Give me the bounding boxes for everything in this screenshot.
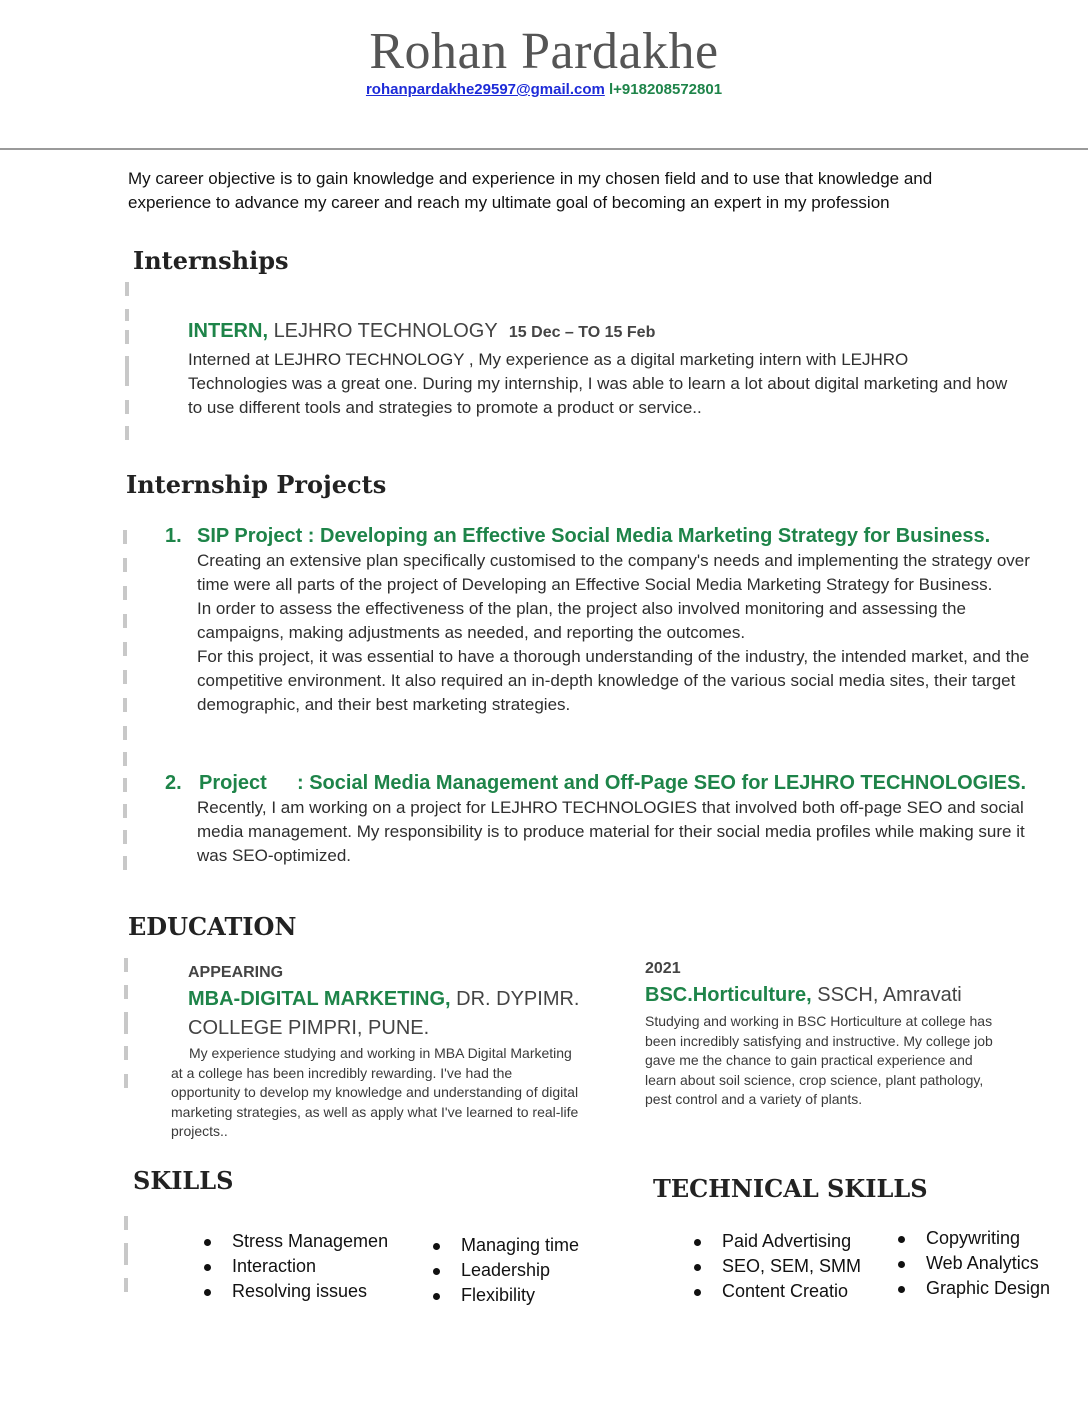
project-paragraph: In order to assess the effectiveness of the plan, the project also involved monitoring and assessing the campaigns, making adjustments as needed, and reporting the outcomes. [197, 599, 966, 642]
internship-entry [188, 318, 1008, 420]
skill-item: Leadership [430, 1258, 630, 1283]
projects-dash-marker [123, 530, 129, 875]
internships-dash-marker [125, 282, 131, 442]
email-link[interactable]: rohanpardakhe29597@gmail.com [365, 81, 605, 98]
internship-role: INTERN, [188, 320, 268, 342]
project-paragraph: For this project, it was essential to have a thorough understanding of the industry, the intended market, and the competitive environment. It also required an in-depth knowledge of the various social media sites, their target demographic, and their best marketing strategies. [197, 647, 1030, 714]
project-paragraph: Creating an extensive plan specifically customised to the company's needs and implementing the strategy over time were all parts of the project of Developing an Effective Social Media Marketing Strategy for Business. [197, 551, 1030, 594]
technical-skills-list-2 [895, 1226, 1075, 1301]
contact-separator: l [609, 81, 614, 98]
candidate-name: Rohan Pardakhe [369, 23, 719, 80]
education-bsc [645, 958, 1005, 1110]
education-dash-marker [124, 958, 130, 1093]
skill-item: Flexibility [430, 1283, 630, 1308]
technical-skills-heading: TECHNICAL SKILLS [653, 1174, 928, 1203]
project-title-label: Project [199, 772, 267, 794]
technical-skill-item: Content Creatio [691, 1279, 891, 1304]
skill-item: Resolving issues [201, 1279, 411, 1304]
technical-skill-item: Web Analytics [895, 1251, 1075, 1276]
phone-number: +918208572801 [613, 81, 723, 98]
technical-skill-item: Graphic Design [895, 1276, 1075, 1301]
skill-item: Managing time [430, 1233, 630, 1258]
project-number: 1. [165, 525, 182, 547]
project-item-2 [165, 770, 1045, 868]
internship-description: Interned at LEJHRO TECHNOLOGY , My experience as a digital marketing intern with LEJHRO Technologies was a great one. During my internship, I was able to learn a lot about digital marketing and how to use different tools and strategies to promote a product or service.. [188, 350, 1008, 417]
skills-dash-marker [124, 1216, 130, 1296]
project-title: : Social Media Management and Off-Page SEO for LEJHRO TECHNOLOGIES. [297, 772, 1026, 794]
skills-heading: SKILLS [133, 1166, 234, 1195]
education-status: APPEARING [188, 964, 284, 981]
internship-company: LEJHRO TECHNOLOGY [273, 320, 498, 342]
skills-list-2 [430, 1233, 630, 1308]
career-objective: My career objective is to gain knowledge and experience in my chosen field and to use that knowledge and experience to advance my career and reach my ultimate goal of becoming an expert in my profession [128, 169, 933, 212]
education-degree: MBA-DIGITAL MARKETING, [188, 988, 451, 1010]
education-year: 2021 [645, 960, 681, 977]
education-mba-description: My experience studying and working in MBA Digital Marketing at a college has been incredibly rewarding. I've had the opportunity to develop my knowledge and understanding of digital marketing strategies, as well as apply what I've learned to real-life projects.. [171, 1045, 579, 1140]
skills-list-1 [201, 1229, 411, 1304]
internships-heading: Internships [133, 246, 289, 275]
project-item-1 [165, 523, 1045, 717]
internship-dates: 15 Dec – TO 15 Feb [508, 324, 656, 341]
header-divider [0, 148, 1088, 150]
skill-item: Interaction [201, 1254, 411, 1279]
technical-skill-item: SEO, SEM, SMM [691, 1254, 891, 1279]
technical-skills-list-1 [691, 1229, 891, 1304]
contact-line [0, 81, 1088, 98]
education-heading: EDUCATION [128, 912, 297, 941]
project-paragraph: Recently, I am working on a project for LEJHRO TECHNOLOGIES that involved both off-page SEO and social media management. My responsibility is to produce material for their social media profiles while making sure it was SEO-optimized. [197, 798, 1025, 865]
education-mba [188, 962, 588, 1043]
technical-skill-item: Paid Advertising [691, 1229, 891, 1254]
technical-skill-item: Copywriting [895, 1226, 1075, 1251]
skill-item: Stress Managemen [201, 1229, 411, 1254]
education-degree: BSC.Horticulture, [645, 984, 812, 1006]
project-number: 2. [165, 772, 182, 794]
education-bsc-description: Studying and working in BSC Horticulture at college has been incredibly satisfying and instructive. My college job gave me the chance to gain practical experience and learn about soil science, crop science, plant pathology, pest control and a variety of plants. [645, 1013, 993, 1108]
education-institution: SSCH, Amravati [817, 984, 962, 1006]
projects-heading: Internship Projects [126, 470, 387, 499]
project-title: SIP Project : Developing an Effective Social Media Marketing Strategy for Business. [197, 525, 991, 547]
education-institution: DR. DYPIMR. COLLEGE PIMPRI, PUNE. [188, 988, 580, 1039]
